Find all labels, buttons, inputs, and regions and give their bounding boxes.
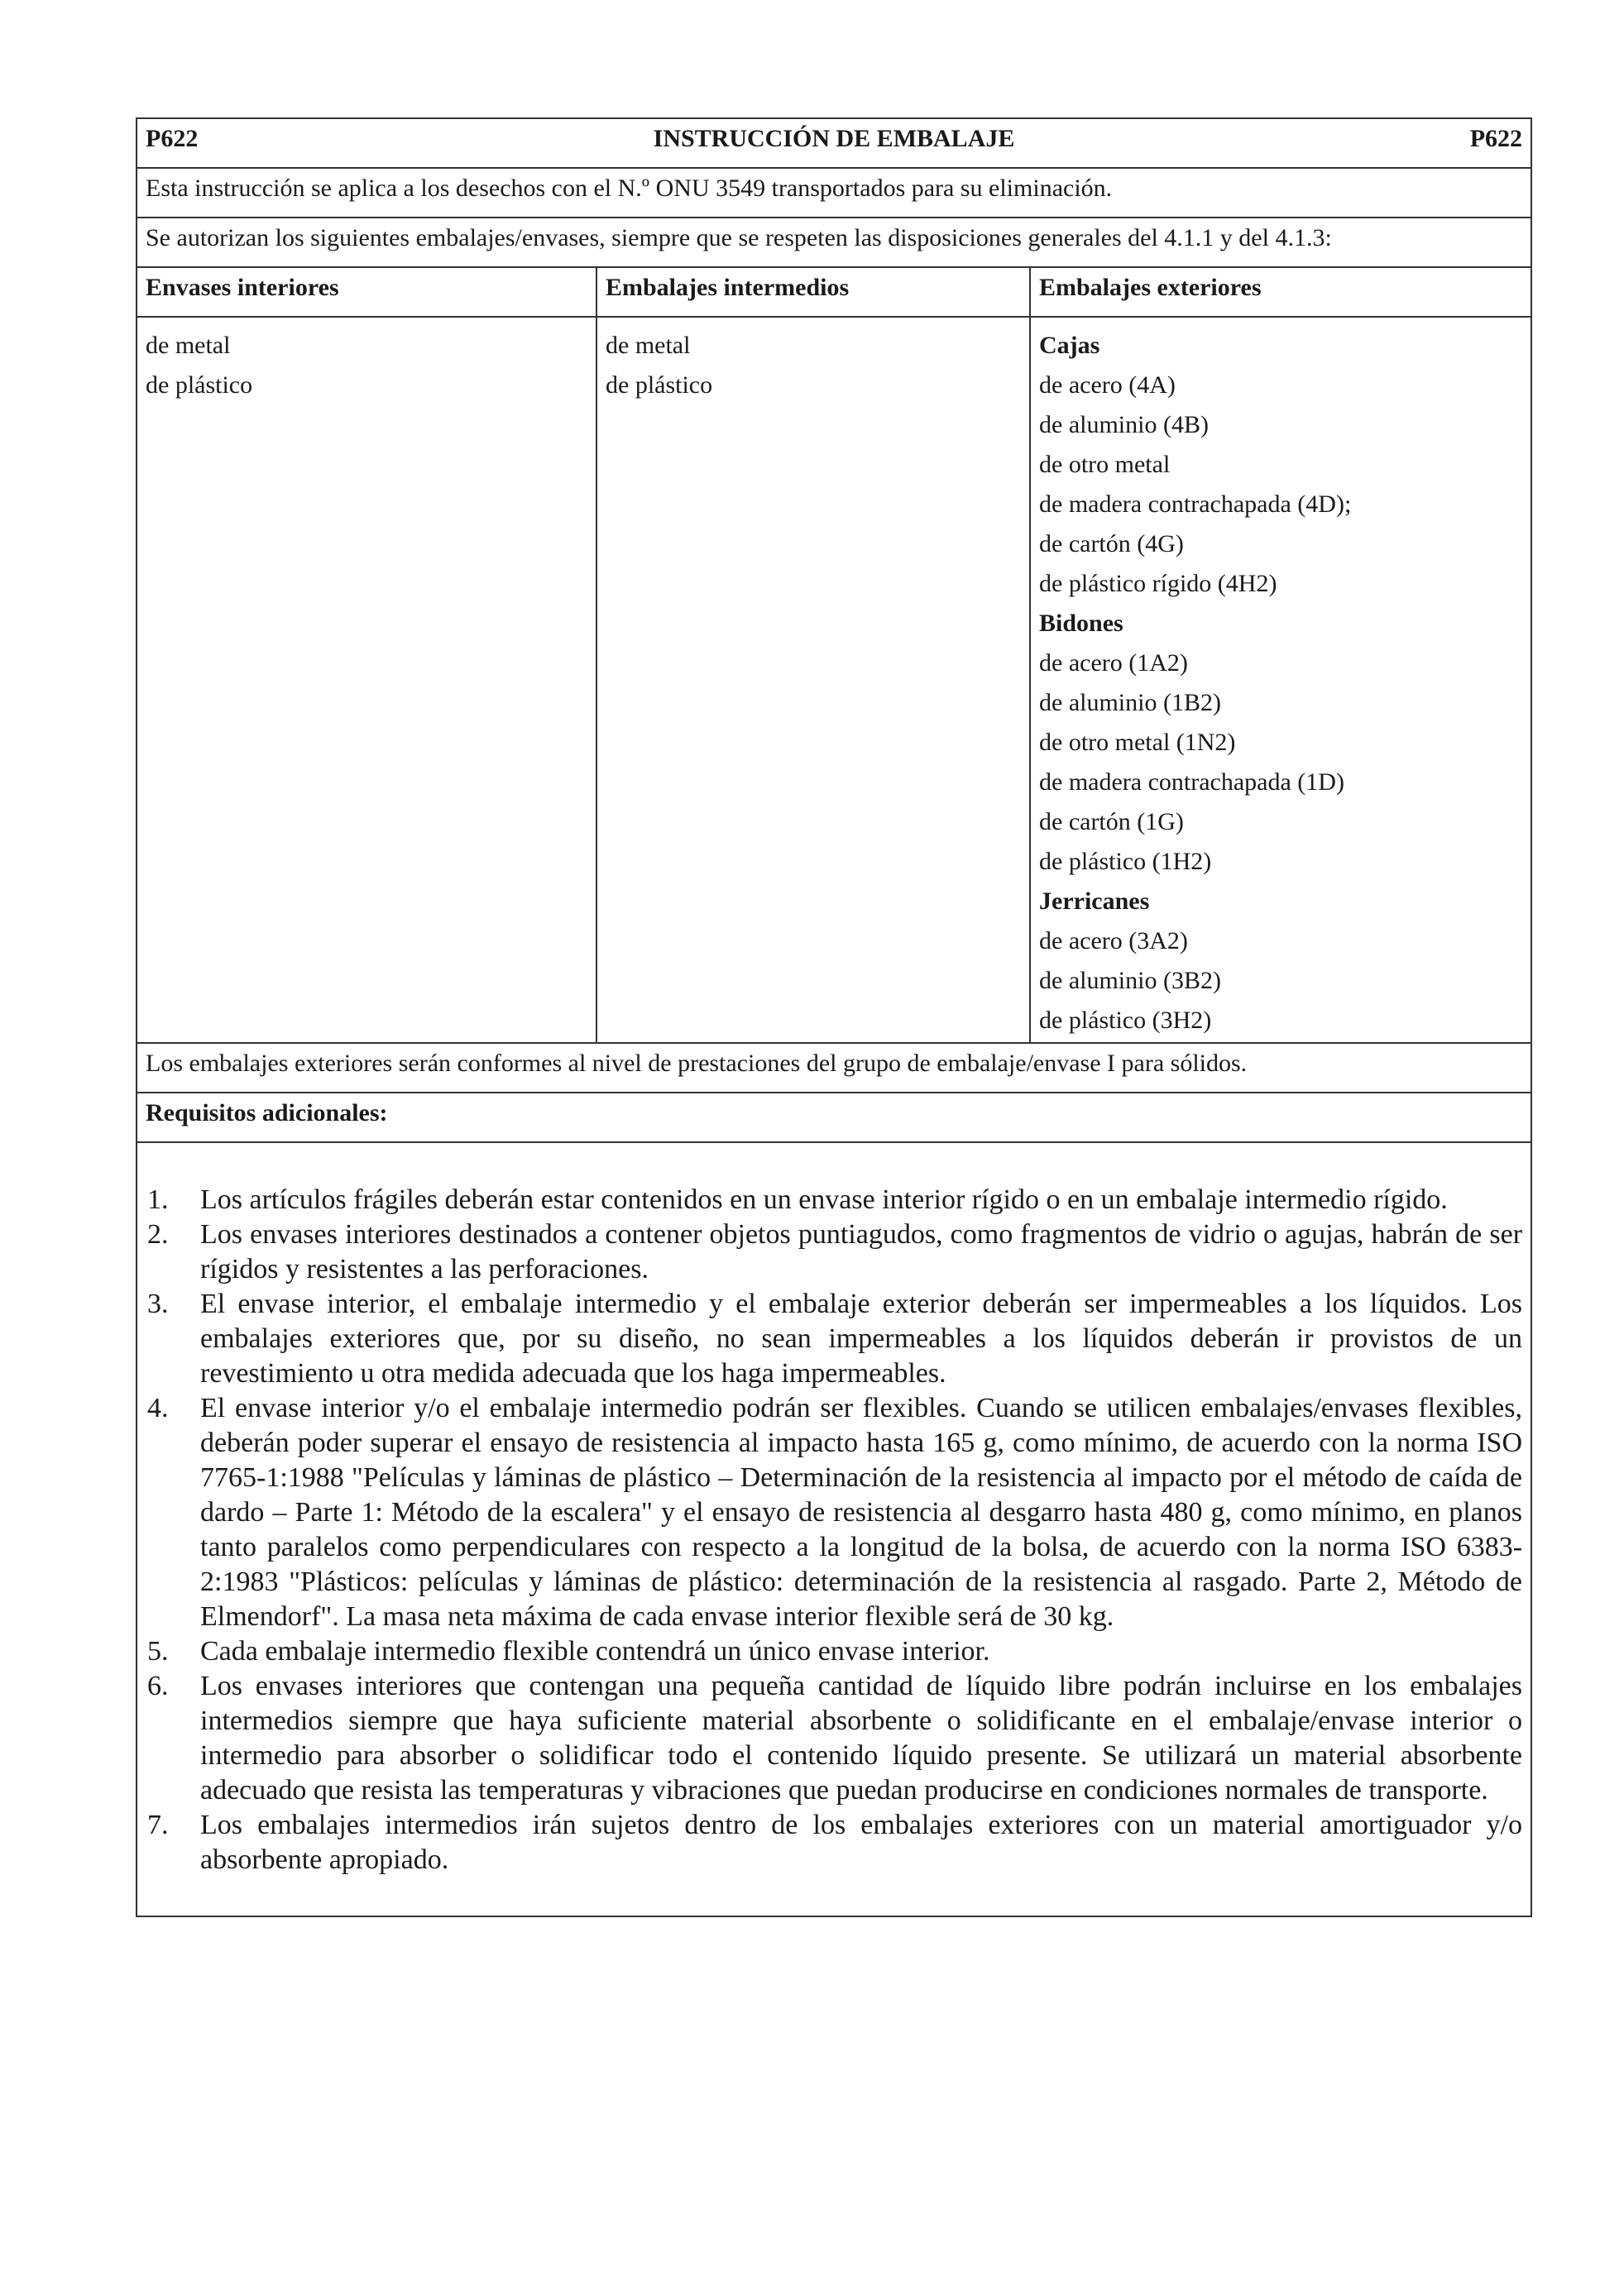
requirement-number: 6. xyxy=(147,1671,169,1701)
list-item: de plástico (1H2) xyxy=(1039,848,1212,875)
requirement-number: 1. xyxy=(147,1184,169,1215)
requirements-list xyxy=(146,1183,1522,1877)
requirement-text: El envase interior, el embalaje intermedio y el embalaje exterior deberán ser impermeables a los líquidos. Los embalajes exteriores que, por su diseño, no sean impermeables a los líquidos deberán ir provistos de un revestimiento u otra medida adecuada que los haga impermeables. xyxy=(200,1289,1523,1389)
list-item: de metal xyxy=(146,332,231,359)
requirements-body xyxy=(137,1142,1531,1916)
requirement-number: 3. xyxy=(147,1289,169,1319)
document-page xyxy=(136,117,1531,1917)
requirement-number: 5. xyxy=(147,1636,169,1667)
requirement-text: Los envases interiores destinados a contener objetos puntiagudos, como fragmentos de vidrio o agujas, habrán de ser rígidos y resistentes a las perforaciones. xyxy=(200,1219,1523,1284)
requirement-number: 2. xyxy=(147,1219,169,1250)
scope-text: Esta instrucción se aplica a los desechos con el N.º ONU 3549 transportados para su eliminación. xyxy=(137,168,1531,218)
list-item: de madera contrachapada (4D); xyxy=(1039,490,1352,518)
list-item: de plástico xyxy=(606,371,713,399)
inner-packagings-heading: Envases interiores xyxy=(137,267,596,317)
header-row xyxy=(137,118,1531,168)
requirement-item xyxy=(146,1217,1522,1287)
requirements-heading-row xyxy=(137,1093,1531,1142)
list-item: de aluminio (3B2) xyxy=(1039,967,1221,994)
requirement-number: 4. xyxy=(147,1393,169,1423)
requirement-text: Los embalajes intermedios irán sujetos dentro de los embalajes exteriores con un material amortiguador y/o absorbente apropiado. xyxy=(200,1810,1523,1875)
list-item: de otro metal (1N2) xyxy=(1039,729,1236,756)
list-item: de metal xyxy=(606,332,691,359)
requirements-heading: Requisitos adicionales: xyxy=(137,1093,1531,1142)
header-cell xyxy=(137,118,1531,168)
authorized-row xyxy=(137,218,1531,267)
list-item: de plástico rígido (4H2) xyxy=(1039,570,1277,597)
requirement-text: Los artículos frágiles deberán estar contenidos en un envase interior rígido o en un embalaje intermedio rígido. xyxy=(200,1184,1448,1215)
intermediate-packagings-list xyxy=(596,317,1030,1043)
requirements-body-row xyxy=(137,1142,1531,1916)
group-title-cajas: Cajas xyxy=(1039,332,1100,359)
conformity-text: Los embalajes exteriores serán conformes al nivel de prestaciones del grupo de embalaje/envase I para sólidos. xyxy=(137,1043,1531,1093)
requirement-item xyxy=(146,1634,1522,1669)
scope-row xyxy=(137,168,1531,218)
packing-instruction-table xyxy=(136,117,1532,1917)
list-item: de acero (3A2) xyxy=(1039,927,1188,954)
requirement-item xyxy=(146,1808,1522,1877)
list-item: de plástico (3H2) xyxy=(1039,1007,1212,1034)
list-item: de cartón (1G) xyxy=(1039,808,1184,835)
outer-packagings-list xyxy=(1030,317,1531,1043)
requirement-text: El envase interior y/o el embalaje intermedio podrán ser flexibles. Cuando se utilicen embalajes/envases flexibles, deberán poder superar el ensayo de resistencia al impacto hasta 165 g, como mínimo, de acuerdo con la norma ISO 7765-1:1988 "Películas y láminas de plástico – Determinación de la resistencia al impacto por el método de caída de dardo – Parte 1: Método de la escalera" y el ensayo de resistencia al desgarro hasta 480 g, como mínimo, en planos tanto paralelos como perpendiculares con respecto a la longitud de la bolsa, de acuerdo con la norma ISO 6383-2:1983 "Plásticos: películas y láminas de plástico: determinación de la resistencia al rasgado. Parte 2, Método de Elmendorf". La masa neta máxima de cada envase interior flexible será de 30 kg. xyxy=(200,1393,1523,1632)
list-item: de plástico xyxy=(146,371,253,399)
requirement-number: 7. xyxy=(147,1810,169,1840)
requirement-text: Cada embalaje intermedio flexible contendrá un único envase interior. xyxy=(200,1636,990,1667)
requirement-text: Los envases interiores que contengan una pequeña cantidad de líquido libre podrán incluirse en los embalajes intermedios siempre que haya suficiente material absorbente o solidificante en el embalaje/envase interior o intermedio para absorber o solidificar todo el contenido líquido presente. Se utilizará un material absorbente adecuado que resista las temperaturas y vibraciones que puedan producirse en condiciones normales de transporte. xyxy=(200,1671,1523,1806)
list-item: de otro metal xyxy=(1039,451,1171,478)
outer-packagings-heading: Embalajes exteriores xyxy=(1030,267,1531,317)
list-item: de madera contrachapada (1D) xyxy=(1039,768,1344,796)
instruction-title: INSTRUCCIÓN DE EMBALAJE xyxy=(653,125,1015,152)
list-item: de acero (4A) xyxy=(1039,371,1176,399)
inner-packagings-list xyxy=(137,317,596,1043)
instruction-code-right: P622 xyxy=(1469,125,1523,152)
list-item: de aluminio (4B) xyxy=(1039,411,1209,438)
group-title-jerricanes: Jerricanes xyxy=(1039,887,1150,915)
list-item: de acero (1A2) xyxy=(1039,649,1188,677)
conformity-row xyxy=(137,1043,1531,1093)
requirement-item xyxy=(146,1287,1522,1391)
list-item: de aluminio (1B2) xyxy=(1039,689,1221,716)
list-item: de cartón (4G) xyxy=(1039,530,1184,557)
packagings-row xyxy=(137,317,1531,1043)
authorized-text: Se autorizan los siguientes embalajes/envases, siempre que se respeten las disposiciones generales del 4.1.1 y del 4.1.3: xyxy=(137,218,1531,267)
column-headings-row xyxy=(137,267,1531,317)
intermediate-packagings-heading: Embalajes intermedios xyxy=(596,267,1030,317)
requirement-item xyxy=(146,1183,1522,1217)
instruction-code-left: P622 xyxy=(146,125,199,152)
group-title-bidones: Bidones xyxy=(1039,610,1123,637)
requirement-item xyxy=(146,1391,1522,1634)
requirement-item xyxy=(146,1669,1522,1808)
